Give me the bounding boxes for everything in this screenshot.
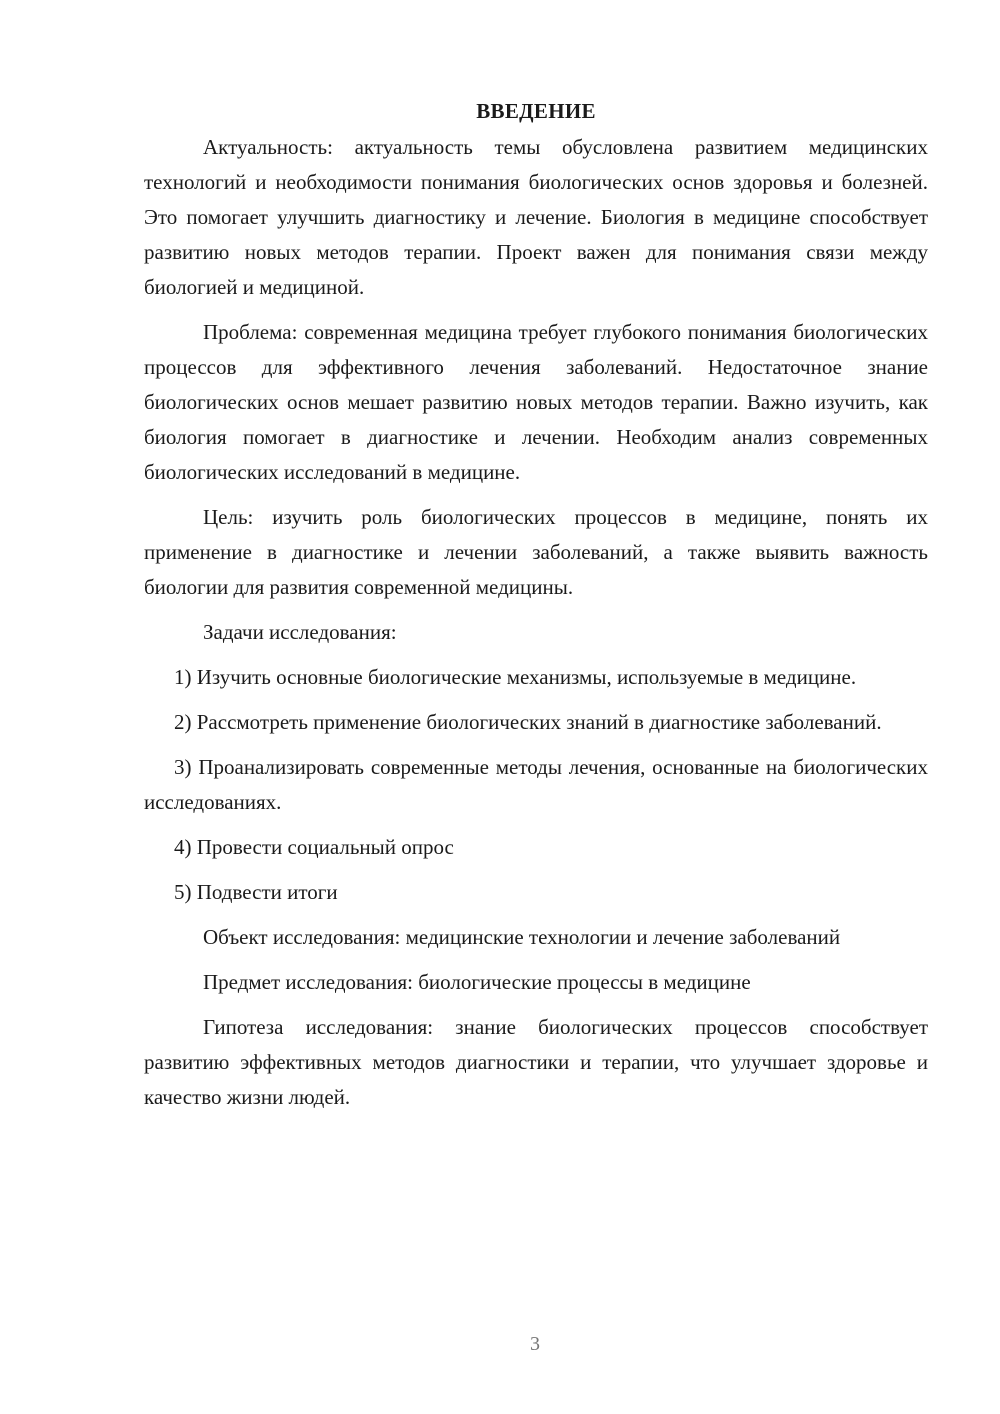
list-item: 4) Провести социальный опрос (174, 835, 454, 859)
tasks-list (144, 660, 928, 910)
list-item: 5) Подвести итоги (174, 880, 338, 904)
list-item: 2) Рассмотреть применение биологических знаний в диагностике заболеваний. (174, 710, 882, 734)
paragraph-goal: Цель: изучить роль биологических процессов в медицине, понять их применение в диагностике и лечении заболеваний, а также выявить важность биологии для развития современной медицины. (144, 505, 928, 599)
page-number: 3 (530, 1333, 540, 1355)
paragraph-tasks-heading: Задачи исследования: (203, 620, 397, 644)
page-title: ВВЕДЕНИЕ (476, 99, 596, 123)
paragraph-object: Объект исследования: медицинские технологии и лечение заболеваний (203, 925, 841, 949)
paragraph-hypothesis: Гипотеза исследования: знание биологических процессов способствует развитию эффективных методов диагностики и терапии, что улучшает здоровье и качество жизни людей. (144, 1015, 928, 1109)
paragraph-relevance: Актуальность: актуальность темы обусловлена развитием медицинских технологий и необходимости понимания биологических основ здоровья и болезней. Это помогает улучшить диагностику и лечение. Биология в медицине способствует развитию новых методов терапии. Проект важен для понимания связи между биологией и медициной. (144, 135, 928, 299)
document-page (144, 96, 928, 1125)
list-item: 1) Изучить основные биологические механизмы, используемые в медицине. (174, 665, 857, 689)
paragraph-problem: Проблема: современная медицина требует глубокого понимания биологических процессов для эффективного лечения заболеваний. Недостаточное знание биологических основ мешает развитию новых методов терапии. Важно изучить, как биология помогает в диагностике и лечении. Необходим анализ современных биологических исследований в медицине. (144, 320, 928, 484)
list-item: 3) Проанализировать современные методы лечения, основанные на биологических исследованиях. (144, 755, 928, 814)
paragraph-subject: Предмет исследования: биологические процессы в медицине (203, 970, 751, 994)
